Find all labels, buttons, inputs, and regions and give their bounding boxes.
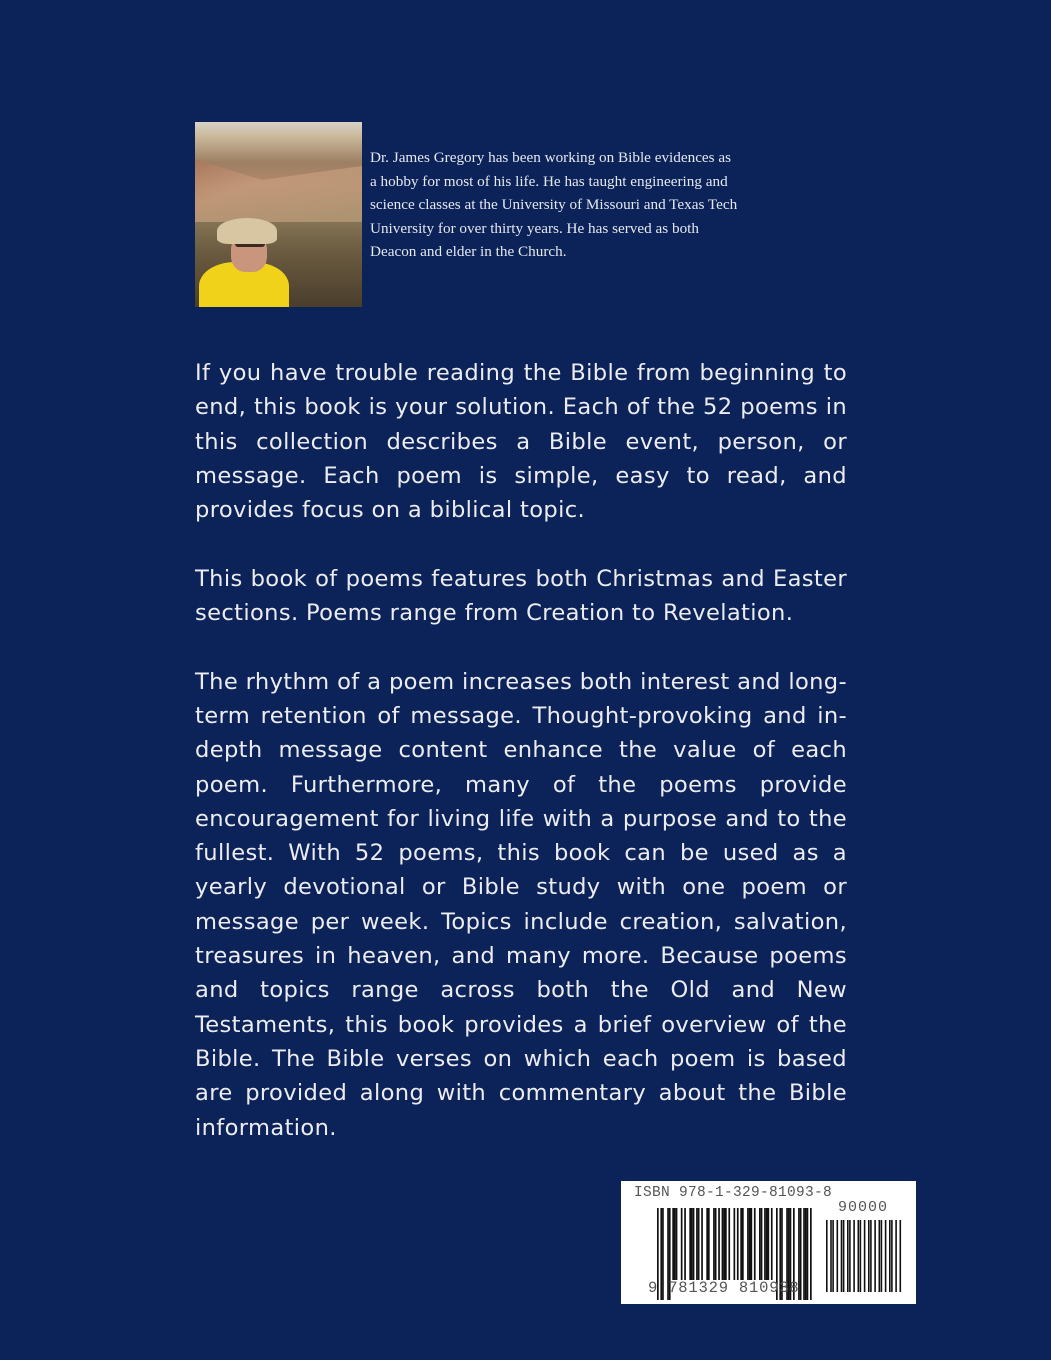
barcode-addon-bar: [853, 1220, 855, 1292]
barcode-bar: [701, 1208, 703, 1280]
barcode-bar: [722, 1208, 724, 1280]
barcode-bar: [807, 1208, 809, 1300]
description-paragraph: [195, 356, 847, 527]
book-description: [195, 356, 847, 1179]
bio-line: Dr. James Gregory has been working on Bible evidences as: [370, 149, 732, 166]
barcode-bar: [715, 1208, 717, 1280]
barcode-bar: [754, 1208, 756, 1280]
description-line: depth message content enhance the value of each: [195, 737, 847, 764]
description-line: end, this book is your solution. Each of the 52 poems in: [195, 394, 847, 421]
description-line: Testaments, this book provides a brief overview of the: [195, 1011, 847, 1038]
barcode-digits: 9 781329 810938: [648, 1279, 800, 1297]
barcode-addon-bar: [841, 1220, 843, 1292]
barcode-bar: [800, 1208, 802, 1300]
barcode-bar: [676, 1208, 678, 1280]
barcode-bar: [740, 1208, 742, 1280]
barcode-bar: [749, 1208, 751, 1280]
bio-line: science classes at the University of Missouri and Texas Tech: [370, 196, 738, 214]
barcode-bar: [713, 1208, 715, 1280]
description-line: encouragement for living life with a purpose and to the: [195, 805, 847, 832]
barcode-bar: [689, 1208, 691, 1280]
barcode-bar: [696, 1208, 698, 1280]
barcode-bar: [759, 1208, 761, 1280]
barcode-addon-bar: [858, 1220, 860, 1292]
barcode-addon-bar: [900, 1220, 902, 1292]
barcode-bar: [674, 1208, 676, 1280]
barcode-bar: [734, 1208, 736, 1280]
barcode-addon-bar: [849, 1220, 851, 1292]
barcode-addon-bar: [870, 1220, 872, 1292]
barcode-addon-bar: [868, 1220, 870, 1292]
description-line: message. Each poem is simple, easy to read, and: [195, 462, 847, 489]
barcode-bar: [768, 1208, 770, 1280]
author-photo: [195, 122, 362, 307]
barcode-addon: 90000: [838, 1199, 889, 1216]
barcode-bar: [708, 1208, 710, 1280]
barcode-bar: [684, 1208, 686, 1280]
description-line: treasures in heaven, and many more. Because poems: [195, 943, 847, 970]
barcode-bar: [691, 1208, 693, 1280]
barcode-bar: [803, 1208, 805, 1300]
description-line: poem. Furthermore, many of the poems provide: [195, 771, 847, 798]
description-line: sections. Poems range from Creation to Revelation.: [195, 600, 794, 627]
description-line: information.: [195, 1114, 337, 1141]
barcode-bar: [698, 1208, 700, 1280]
description-line: message per week. Topics include creation, salvation,: [195, 908, 847, 935]
description-line: yearly devotional or Bible study with one poem or: [195, 874, 847, 901]
barcode-addon-bar: [889, 1220, 891, 1292]
barcode-bar: [728, 1208, 730, 1280]
barcode-addon-bar: [832, 1220, 834, 1292]
description-line: fullest. With 52 poems, this book can be used as a: [195, 840, 847, 867]
barcode-bar: [761, 1208, 763, 1280]
bio-line: a hobby for most of his life. He has taught engineering and: [370, 172, 728, 190]
barcode-bar: [737, 1208, 739, 1280]
barcode-addon-bar: [860, 1220, 862, 1292]
barcode-bar: [764, 1208, 766, 1280]
barcode-addon-bar: [847, 1220, 849, 1292]
barcode-bar: [751, 1208, 753, 1280]
description-paragraph: [195, 665, 847, 1145]
bio-line: University for over thirty years. He has served as both: [370, 219, 699, 237]
barcode-addon-bar: [830, 1220, 832, 1292]
barcode-addon-bar: [891, 1220, 893, 1292]
barcode-bar: [672, 1208, 674, 1280]
description-line: term retention of message. Thought-provoking and in-: [195, 702, 847, 729]
barcode-bar: [693, 1208, 695, 1280]
barcode-bar: [766, 1208, 768, 1280]
barcode-addon-bar: [895, 1220, 897, 1292]
barcode-addon-bar: [881, 1220, 883, 1292]
photo-landscape: [195, 152, 362, 222]
barcode-addon-bar: [885, 1220, 887, 1292]
barcode-addon-bar: [874, 1220, 876, 1292]
barcode-bar: [771, 1208, 773, 1280]
barcode-bar: [718, 1208, 720, 1280]
bio-line: Deacon and elder in the Church.: [370, 243, 567, 261]
description-line: are provided along with commentary about the Bible: [195, 1080, 847, 1107]
photo-hat: [217, 218, 277, 244]
barcode-bar: [810, 1208, 812, 1300]
barcode-bar: [706, 1208, 708, 1280]
description-line: Bible. The Bible verses on which each poem is based: [195, 1045, 847, 1072]
barcode-bar: [681, 1208, 683, 1280]
description-line: and topics range across both the Old and New: [195, 977, 847, 1004]
barcode-bar: [747, 1208, 749, 1280]
barcode-bar: [742, 1208, 744, 1280]
barcode-bar: [805, 1208, 807, 1300]
barcode-addon-bar: [837, 1220, 839, 1292]
description-line: If you have trouble reading the Bible from beginning to: [195, 360, 847, 386]
description-line: This book of poems features both Christmas and Easter: [195, 565, 847, 592]
description-line: provides focus on a biblical topic.: [195, 497, 586, 524]
description-paragraph: [195, 562, 847, 631]
barcode-bar: [725, 1208, 727, 1280]
barcode-addon-bar: [879, 1220, 881, 1292]
description-line: The rhythm of a poem increases both interest and long-: [195, 668, 847, 695]
description-line: this collection describes a Bible event, person, or: [195, 428, 847, 455]
barcode-addon-bar: [843, 1220, 845, 1292]
isbn-label: ISBN 978-1-329-81093-8: [634, 1185, 833, 1201]
barcode-bar: [723, 1208, 725, 1280]
author-bio: [370, 146, 840, 264]
isbn-barcode: [621, 1181, 916, 1304]
barcode-addon-bar: [864, 1220, 866, 1292]
barcode-addon-bar: [826, 1220, 828, 1292]
